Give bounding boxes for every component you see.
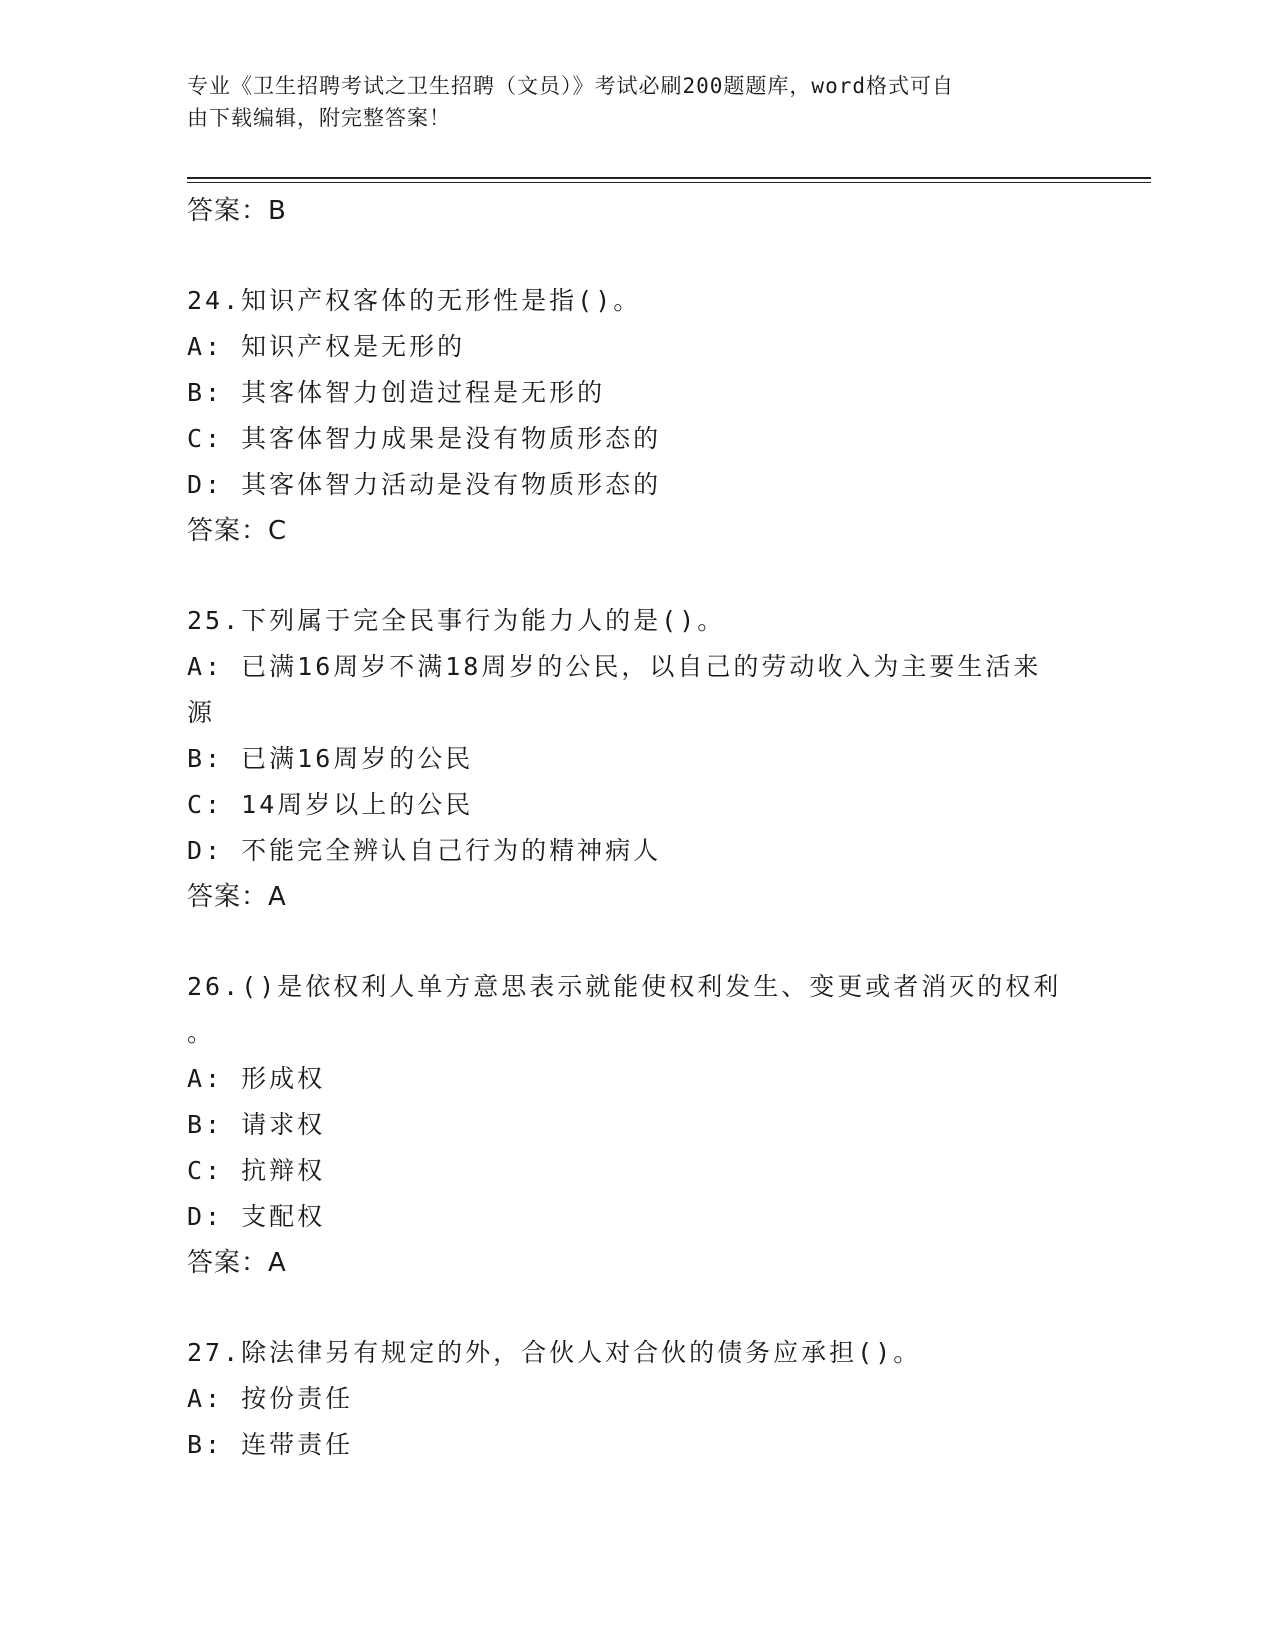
question-text: 24.知识产权客体的无形性是指()。 xyxy=(187,286,642,315)
answer: 答案：A xyxy=(187,1248,287,1278)
spacer xyxy=(187,920,1087,964)
option-d: D: 支配权 xyxy=(187,1202,326,1231)
option-b: B: 连带责任 xyxy=(187,1430,354,1459)
answer: 答案：C xyxy=(187,516,288,546)
question-27 xyxy=(187,1330,1087,1468)
option-d: D: 不能完全辨认自己行为的精神病人 xyxy=(187,836,662,865)
header-line-2: 由下载编辑，附完整答案！ xyxy=(187,106,451,130)
option-a-line-2: 源 xyxy=(187,698,216,727)
question-text: 27.除法律另有规定的外，合伙人对合伙的债务应承担()。 xyxy=(187,1338,922,1367)
option-b: B: 其客体智力创造过程是无形的 xyxy=(187,378,606,407)
header-divider-thin xyxy=(187,182,1151,183)
question-text-line-2: 。 xyxy=(187,1018,216,1047)
spacer xyxy=(187,1286,1087,1330)
question-24 xyxy=(187,278,1087,554)
option-d: D: 其客体智力活动是没有物质形态的 xyxy=(187,470,662,499)
option-b: B: 请求权 xyxy=(187,1110,326,1139)
option-a: A: 按份责任 xyxy=(187,1384,354,1413)
option-b: B: 已满16周岁的公民 xyxy=(187,744,474,773)
option-a: A: 形成权 xyxy=(187,1064,326,1093)
question-25 xyxy=(187,598,1087,920)
option-a-line-1: A: 已满16周岁不满18周岁的公民，以自己的劳动收入为主要生活来 xyxy=(187,652,1042,681)
option-c: C: 抗辩权 xyxy=(187,1156,326,1185)
previous-answer: 答案：B xyxy=(187,196,287,226)
header-line-1: 专业《卫生招聘考试之卫生招聘（文员）》考试必刷200题题库，word格式可自 xyxy=(187,74,954,98)
question-text-line-1: 26.()是依权利人单方意思表示就能使权利发生、变更或者消灭的权利 xyxy=(187,972,1062,1001)
spacer xyxy=(187,234,1087,278)
option-c: C: 14周岁以上的公民 xyxy=(187,790,474,819)
option-a: A: 知识产权是无形的 xyxy=(187,332,466,361)
answer: 答案：A xyxy=(187,882,287,912)
question-list xyxy=(187,188,1087,1468)
question-text: 25.下列属于完全民事行为能力人的是()。 xyxy=(187,606,726,635)
document-header xyxy=(187,70,1067,134)
header-divider-thick xyxy=(187,177,1151,179)
spacer xyxy=(187,554,1087,598)
option-c: C: 其客体智力成果是没有物质形态的 xyxy=(187,424,662,453)
question-26 xyxy=(187,964,1087,1286)
